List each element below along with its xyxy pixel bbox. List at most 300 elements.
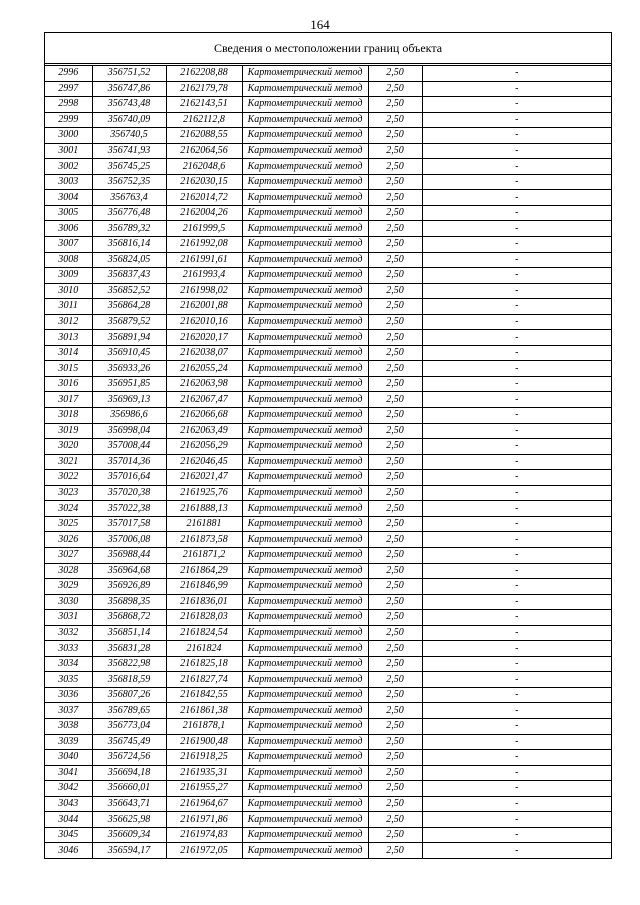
method-cell: Картометрический метод — [242, 454, 368, 470]
accuracy-cell: 2,50 — [368, 765, 422, 781]
description-cell: - — [422, 205, 611, 221]
y-coordinate-cell: 2162143,51 — [166, 97, 242, 113]
table-row — [45, 345, 611, 361]
x-coordinate-cell: 356864,28 — [92, 299, 166, 315]
point-number-cell: 3004 — [45, 190, 92, 206]
x-coordinate-cell: 356988,44 — [92, 547, 166, 563]
x-coordinate-cell: 356776,48 — [92, 205, 166, 221]
x-coordinate-cell: 356910,45 — [92, 345, 166, 361]
table-row — [45, 299, 611, 315]
point-number-cell: 3005 — [45, 205, 92, 221]
point-number-cell: 3018 — [45, 408, 92, 424]
table-row — [45, 376, 611, 392]
accuracy-cell: 2,50 — [368, 501, 422, 517]
x-coordinate-cell: 356986,6 — [92, 408, 166, 424]
y-coordinate-cell: 2161935,31 — [166, 765, 242, 781]
table-row — [45, 843, 611, 858]
description-cell: - — [422, 547, 611, 563]
description-cell: - — [422, 392, 611, 408]
accuracy-cell: 2,50 — [368, 641, 422, 657]
page-number: 164 — [310, 17, 330, 32]
x-coordinate-cell: 357022,38 — [92, 501, 166, 517]
description-cell: - — [422, 781, 611, 797]
x-coordinate-cell: 356724,56 — [92, 750, 166, 766]
x-coordinate-cell: 356752,35 — [92, 174, 166, 190]
y-coordinate-cell: 2161873,58 — [166, 532, 242, 548]
point-number-cell: 3020 — [45, 439, 92, 455]
method-cell: Картометрический метод — [242, 221, 368, 237]
point-number-cell: 3012 — [45, 314, 92, 330]
table-row — [45, 703, 611, 719]
method-cell: Картометрический метод — [242, 796, 368, 812]
description-cell: - — [422, 703, 611, 719]
y-coordinate-cell: 2161955,27 — [166, 781, 242, 797]
method-cell: Картометрический метод — [242, 205, 368, 221]
point-number-cell: 3038 — [45, 718, 92, 734]
accuracy-cell: 2,50 — [368, 283, 422, 299]
description-cell: - — [422, 143, 611, 159]
table-row — [45, 625, 611, 641]
accuracy-cell: 2,50 — [368, 330, 422, 346]
method-cell: Картометрический метод — [242, 625, 368, 641]
table-row — [45, 314, 611, 330]
description-cell: - — [422, 314, 611, 330]
x-coordinate-cell: 356789,65 — [92, 703, 166, 719]
table-row — [45, 330, 611, 346]
y-coordinate-cell: 2161900,48 — [166, 734, 242, 750]
method-cell: Картометрический метод — [242, 330, 368, 346]
x-coordinate-cell: 356807,26 — [92, 687, 166, 703]
x-coordinate-cell: 356751,52 — [92, 66, 166, 82]
point-number-cell: 3017 — [45, 392, 92, 408]
table-row — [45, 532, 611, 548]
point-number-cell: 2999 — [45, 112, 92, 128]
description-cell: - — [422, 221, 611, 237]
y-coordinate-cell: 2161992,08 — [166, 237, 242, 253]
accuracy-cell: 2,50 — [368, 718, 422, 734]
method-cell: Картометрический метод — [242, 501, 368, 517]
point-number-cell: 3030 — [45, 594, 92, 610]
table-row — [45, 765, 611, 781]
description-cell: - — [422, 252, 611, 268]
x-coordinate-cell: 356643,71 — [92, 796, 166, 812]
point-number-cell: 3022 — [45, 470, 92, 486]
point-number-cell: 3043 — [45, 796, 92, 812]
method-cell: Картометрический метод — [242, 781, 368, 797]
y-coordinate-cell: 2161825,18 — [166, 656, 242, 672]
x-coordinate-cell: 356822,98 — [92, 656, 166, 672]
table-row — [45, 594, 611, 610]
x-coordinate-cell: 356964,68 — [92, 563, 166, 579]
description-cell: - — [422, 361, 611, 377]
y-coordinate-cell: 2161888,13 — [166, 501, 242, 517]
description-cell: - — [422, 66, 611, 82]
table-row — [45, 361, 611, 377]
accuracy-cell: 2,50 — [368, 734, 422, 750]
point-number-cell: 3045 — [45, 827, 92, 843]
x-coordinate-cell: 356837,43 — [92, 268, 166, 284]
method-cell: Картометрический метод — [242, 408, 368, 424]
point-number-cell: 3023 — [45, 485, 92, 501]
description-cell: - — [422, 423, 611, 439]
method-cell: Картометрический метод — [242, 112, 368, 128]
table-row — [45, 221, 611, 237]
point-number-cell: 3040 — [45, 750, 92, 766]
x-coordinate-cell: 357014,36 — [92, 454, 166, 470]
accuracy-cell: 2,50 — [368, 190, 422, 206]
table-row — [45, 439, 611, 455]
x-coordinate-cell: 356969,13 — [92, 392, 166, 408]
table-row — [45, 174, 611, 190]
y-coordinate-cell: 2162014,72 — [166, 190, 242, 206]
method-cell: Картометрический метод — [242, 547, 368, 563]
accuracy-cell: 2,50 — [368, 579, 422, 595]
method-cell: Картометрический метод — [242, 392, 368, 408]
y-coordinate-cell: 2161999,5 — [166, 221, 242, 237]
x-coordinate-cell: 357017,58 — [92, 516, 166, 532]
y-coordinate-cell: 2161972,05 — [166, 843, 242, 858]
accuracy-cell: 2,50 — [368, 252, 422, 268]
y-coordinate-cell: 2161824,54 — [166, 625, 242, 641]
accuracy-cell: 2,50 — [368, 361, 422, 377]
point-number-cell: 2998 — [45, 97, 92, 113]
table-row — [45, 750, 611, 766]
method-cell: Картометрический метод — [242, 361, 368, 377]
table-row — [45, 641, 611, 657]
method-cell: Картометрический метод — [242, 97, 368, 113]
point-number-cell: 3015 — [45, 361, 92, 377]
point-number-cell: 3032 — [45, 625, 92, 641]
accuracy-cell: 2,50 — [368, 423, 422, 439]
y-coordinate-cell: 2162064,56 — [166, 143, 242, 159]
accuracy-cell: 2,50 — [368, 439, 422, 455]
y-coordinate-cell: 2162063,98 — [166, 376, 242, 392]
method-cell: Картометрический метод — [242, 143, 368, 159]
description-cell: - — [422, 532, 611, 548]
method-cell: Картометрический метод — [242, 159, 368, 175]
y-coordinate-cell: 2162066,68 — [166, 408, 242, 424]
y-coordinate-cell: 2161836,01 — [166, 594, 242, 610]
description-cell: - — [422, 470, 611, 486]
method-cell: Картометрический метод — [242, 66, 368, 82]
table-row — [45, 97, 611, 113]
table-row — [45, 454, 611, 470]
accuracy-cell: 2,50 — [368, 345, 422, 361]
x-coordinate-cell: 356594,17 — [92, 843, 166, 858]
x-coordinate-cell: 356816,14 — [92, 237, 166, 253]
description-cell: - — [422, 750, 611, 766]
x-coordinate-cell: 356818,59 — [92, 672, 166, 688]
method-cell: Картометрический метод — [242, 516, 368, 532]
description-cell: - — [422, 827, 611, 843]
x-coordinate-cell: 356745,49 — [92, 734, 166, 750]
description-cell: - — [422, 128, 611, 144]
table-caption: Сведения о местоположении границ объекта — [45, 33, 611, 64]
y-coordinate-cell: 2161925,76 — [166, 485, 242, 501]
method-cell: Картометрический метод — [242, 174, 368, 190]
accuracy-cell: 2,50 — [368, 159, 422, 175]
accuracy-cell: 2,50 — [368, 610, 422, 626]
y-coordinate-cell: 2161964,67 — [166, 796, 242, 812]
table-row — [45, 734, 611, 750]
method-cell: Картометрический метод — [242, 563, 368, 579]
point-number-cell: 3009 — [45, 268, 92, 284]
point-number-cell: 3046 — [45, 843, 92, 858]
method-cell: Картометрический метод — [242, 299, 368, 315]
method-cell: Картометрический метод — [242, 237, 368, 253]
x-coordinate-cell: 356852,52 — [92, 283, 166, 299]
accuracy-cell: 2,50 — [368, 143, 422, 159]
method-cell: Картометрический метод — [242, 610, 368, 626]
x-coordinate-cell: 357006,08 — [92, 532, 166, 548]
accuracy-cell: 2,50 — [368, 81, 422, 97]
y-coordinate-cell: 2161871,2 — [166, 547, 242, 563]
point-number-cell: 2996 — [45, 66, 92, 82]
method-cell: Картометрический метод — [242, 703, 368, 719]
point-number-cell: 3021 — [45, 454, 92, 470]
y-coordinate-cell: 2161864,29 — [166, 563, 242, 579]
x-coordinate-cell: 356898,35 — [92, 594, 166, 610]
x-coordinate-cell: 356789,32 — [92, 221, 166, 237]
point-number-cell: 3044 — [45, 812, 92, 828]
table-row — [45, 610, 611, 626]
table-row — [45, 268, 611, 284]
point-number-cell: 3019 — [45, 423, 92, 439]
y-coordinate-cell: 2161991,61 — [166, 252, 242, 268]
x-coordinate-cell: 356773,04 — [92, 718, 166, 734]
x-coordinate-cell: 356831,28 — [92, 641, 166, 657]
method-cell: Картометрический метод — [242, 314, 368, 330]
point-number-cell: 3036 — [45, 687, 92, 703]
y-coordinate-cell: 2162010,16 — [166, 314, 242, 330]
x-coordinate-cell: 356868,72 — [92, 610, 166, 626]
description-cell: - — [422, 174, 611, 190]
method-cell: Картометрический метод — [242, 812, 368, 828]
table-row — [45, 563, 611, 579]
table-row — [45, 827, 611, 843]
method-cell: Картометрический метод — [242, 579, 368, 595]
point-number-cell: 3014 — [45, 345, 92, 361]
x-coordinate-cell: 356763,4 — [92, 190, 166, 206]
accuracy-cell: 2,50 — [368, 454, 422, 470]
method-cell: Картометрический метод — [242, 252, 368, 268]
method-cell: Картометрический метод — [242, 345, 368, 361]
table-row — [45, 516, 611, 532]
method-cell: Картометрический метод — [242, 283, 368, 299]
accuracy-cell: 2,50 — [368, 812, 422, 828]
accuracy-cell: 2,50 — [368, 656, 422, 672]
point-number-cell: 3025 — [45, 516, 92, 532]
accuracy-cell: 2,50 — [368, 376, 422, 392]
y-coordinate-cell: 2162063,49 — [166, 423, 242, 439]
x-coordinate-cell: 356743,48 — [92, 97, 166, 113]
y-coordinate-cell: 2162004,26 — [166, 205, 242, 221]
point-number-cell: 3010 — [45, 283, 92, 299]
accuracy-cell: 2,50 — [368, 516, 422, 532]
x-coordinate-cell: 356625,98 — [92, 812, 166, 828]
accuracy-cell: 2,50 — [368, 112, 422, 128]
x-coordinate-cell: 357020,38 — [92, 485, 166, 501]
description-cell: - — [422, 190, 611, 206]
y-coordinate-cell: 2162020,17 — [166, 330, 242, 346]
method-cell: Картометрический метод — [242, 641, 368, 657]
table-row — [45, 672, 611, 688]
point-number-cell: 3026 — [45, 532, 92, 548]
y-coordinate-cell: 2162088,55 — [166, 128, 242, 144]
description-cell: - — [422, 299, 611, 315]
x-coordinate-cell: 356926,89 — [92, 579, 166, 595]
description-cell: - — [422, 765, 611, 781]
table-row — [45, 408, 611, 424]
table-row — [45, 205, 611, 221]
y-coordinate-cell: 2161827,74 — [166, 672, 242, 688]
table-row — [45, 781, 611, 797]
method-cell: Картометрический метод — [242, 750, 368, 766]
x-coordinate-cell: 356740,5 — [92, 128, 166, 144]
y-coordinate-cell: 2162055,24 — [166, 361, 242, 377]
point-number-cell: 3041 — [45, 765, 92, 781]
y-coordinate-cell: 2162021,47 — [166, 470, 242, 486]
point-number-cell: 3000 — [45, 128, 92, 144]
y-coordinate-cell: 2162112,8 — [166, 112, 242, 128]
description-cell: - — [422, 376, 611, 392]
x-coordinate-cell: 356951,85 — [92, 376, 166, 392]
point-number-cell: 3013 — [45, 330, 92, 346]
y-coordinate-cell: 2162046,45 — [166, 454, 242, 470]
table-row — [45, 392, 611, 408]
table-row — [45, 66, 611, 82]
accuracy-cell: 2,50 — [368, 408, 422, 424]
y-coordinate-cell: 2161846,99 — [166, 579, 242, 595]
description-cell: - — [422, 687, 611, 703]
table-row — [45, 501, 611, 517]
method-cell: Картометрический метод — [242, 128, 368, 144]
point-number-cell: 3024 — [45, 501, 92, 517]
x-coordinate-cell: 356879,52 — [92, 314, 166, 330]
accuracy-cell: 2,50 — [368, 299, 422, 315]
method-cell: Картометрический метод — [242, 843, 368, 858]
y-coordinate-cell: 2161974,83 — [166, 827, 242, 843]
table-row — [45, 423, 611, 439]
accuracy-cell: 2,50 — [368, 314, 422, 330]
description-cell: - — [422, 501, 611, 517]
table-row — [45, 252, 611, 268]
x-coordinate-cell: 356660,01 — [92, 781, 166, 797]
description-cell: - — [422, 237, 611, 253]
table-row — [45, 128, 611, 144]
description-cell: - — [422, 625, 611, 641]
y-coordinate-cell: 2162067,47 — [166, 392, 242, 408]
method-cell: Картометрический метод — [242, 594, 368, 610]
description-cell: - — [422, 345, 611, 361]
description-cell: - — [422, 563, 611, 579]
table-row — [45, 547, 611, 563]
method-cell: Картометрический метод — [242, 765, 368, 781]
table-row — [45, 687, 611, 703]
accuracy-cell: 2,50 — [368, 703, 422, 719]
y-coordinate-cell: 2161918,25 — [166, 750, 242, 766]
table-row — [45, 143, 611, 159]
description-cell: - — [422, 594, 611, 610]
accuracy-cell: 2,50 — [368, 392, 422, 408]
y-coordinate-cell: 2161881 — [166, 516, 242, 532]
point-number-cell: 3011 — [45, 299, 92, 315]
table-row — [45, 656, 611, 672]
y-coordinate-cell: 2161861,38 — [166, 703, 242, 719]
description-cell: - — [422, 408, 611, 424]
description-cell: - — [422, 112, 611, 128]
accuracy-cell: 2,50 — [368, 781, 422, 797]
point-number-cell: 2997 — [45, 81, 92, 97]
table-row — [45, 190, 611, 206]
x-coordinate-cell: 356824,05 — [92, 252, 166, 268]
description-cell: - — [422, 610, 611, 626]
method-cell: Картометрический метод — [242, 734, 368, 750]
description-cell: - — [422, 641, 611, 657]
point-number-cell: 3035 — [45, 672, 92, 688]
accuracy-cell: 2,50 — [368, 827, 422, 843]
method-cell: Картометрический метод — [242, 376, 368, 392]
point-number-cell: 3039 — [45, 734, 92, 750]
y-coordinate-cell: 2161824 — [166, 641, 242, 657]
accuracy-cell: 2,50 — [368, 843, 422, 858]
accuracy-cell: 2,50 — [368, 485, 422, 501]
accuracy-cell: 2,50 — [368, 625, 422, 641]
method-cell: Картометрический метод — [242, 81, 368, 97]
y-coordinate-cell: 2162001,88 — [166, 299, 242, 315]
point-number-cell: 3031 — [45, 610, 92, 626]
accuracy-cell: 2,50 — [368, 672, 422, 688]
y-coordinate-cell: 2162030,15 — [166, 174, 242, 190]
x-coordinate-cell: 356851,14 — [92, 625, 166, 641]
accuracy-cell: 2,50 — [368, 205, 422, 221]
method-cell: Картометрический метод — [242, 190, 368, 206]
method-cell: Картометрический метод — [242, 532, 368, 548]
method-cell: Картометрический метод — [242, 656, 368, 672]
accuracy-cell: 2,50 — [368, 547, 422, 563]
x-coordinate-cell: 356933,26 — [92, 361, 166, 377]
accuracy-cell: 2,50 — [368, 532, 422, 548]
x-coordinate-cell: 356694,18 — [92, 765, 166, 781]
y-coordinate-cell: 2162179,78 — [166, 81, 242, 97]
point-number-cell: 3008 — [45, 252, 92, 268]
description-cell: - — [422, 454, 611, 470]
y-coordinate-cell: 2162208,88 — [166, 66, 242, 82]
method-cell: Картометрический метод — [242, 672, 368, 688]
point-number-cell: 3016 — [45, 376, 92, 392]
description-cell: - — [422, 283, 611, 299]
x-coordinate-cell: 356740,09 — [92, 112, 166, 128]
method-cell: Картометрический метод — [242, 423, 368, 439]
y-coordinate-cell: 2161878,1 — [166, 718, 242, 734]
y-coordinate-cell: 2161971,86 — [166, 812, 242, 828]
accuracy-cell: 2,50 — [368, 174, 422, 190]
description-cell: - — [422, 656, 611, 672]
description-cell: - — [422, 516, 611, 532]
point-number-cell: 3034 — [45, 656, 92, 672]
table-row — [45, 485, 611, 501]
y-coordinate-cell: 2162048,6 — [166, 159, 242, 175]
method-cell: Картометрический метод — [242, 827, 368, 843]
description-cell: - — [422, 734, 611, 750]
y-coordinate-cell: 2161993,4 — [166, 268, 242, 284]
accuracy-cell: 2,50 — [368, 221, 422, 237]
table-row — [45, 812, 611, 828]
description-cell: - — [422, 485, 611, 501]
table-row — [45, 579, 611, 595]
table-row — [45, 81, 611, 97]
x-coordinate-cell: 356609,34 — [92, 827, 166, 843]
